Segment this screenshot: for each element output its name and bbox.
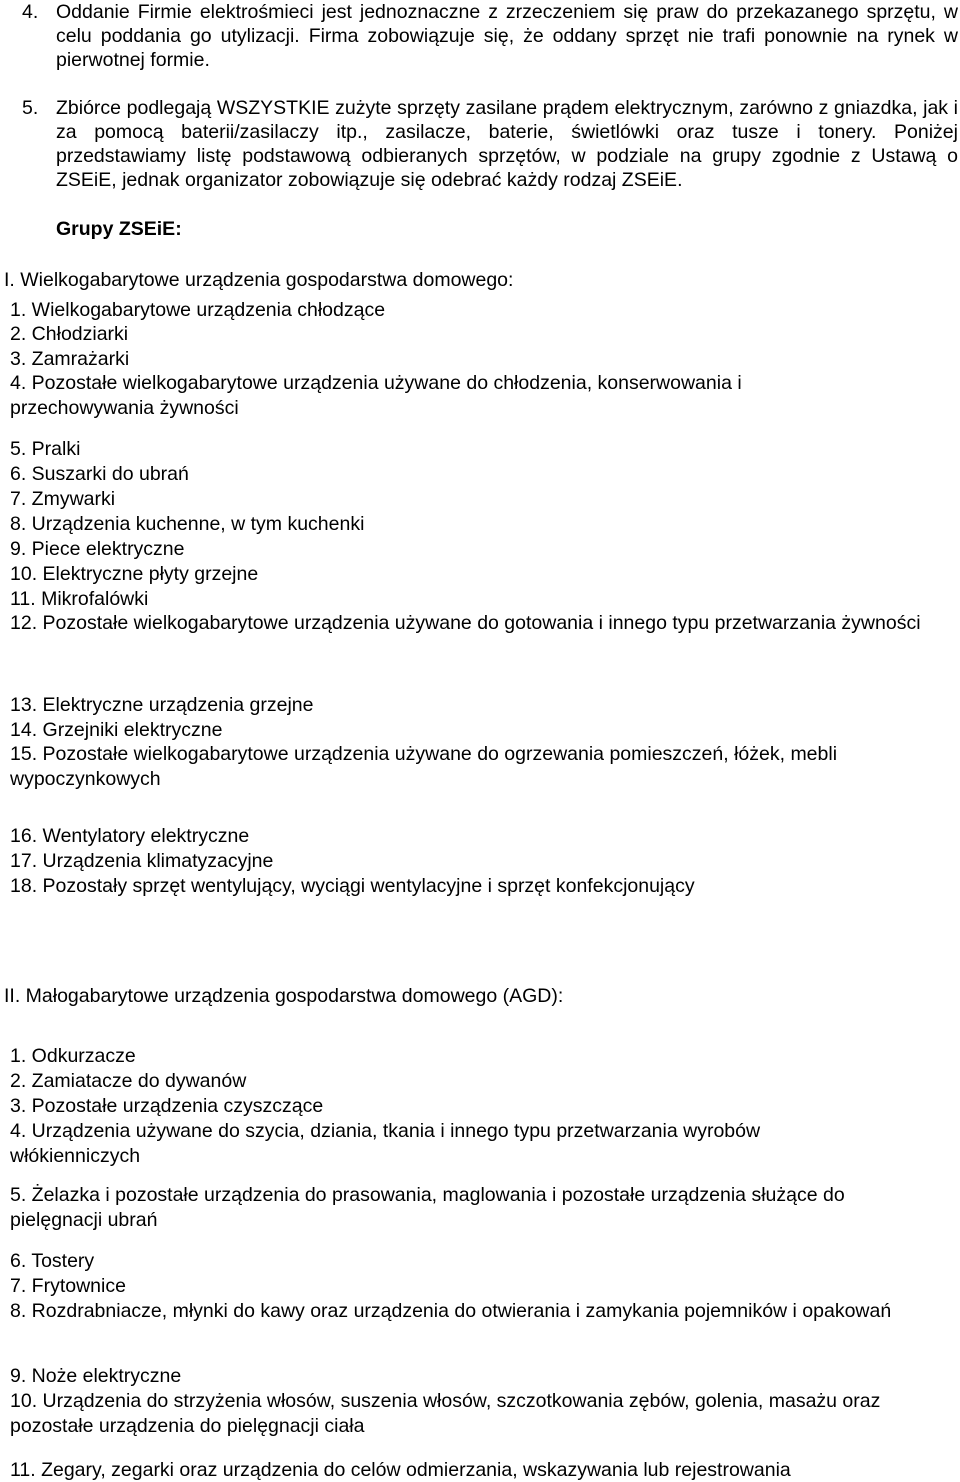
list-item: 10. Urządzenia do strzyżenia włosów, suszenia włosów, szczotkowania zębów, golenia, masażu oraz pozostałe urządzenia do pielęgnacji ciała [10,1390,881,1437]
list-item: 1. Wielkogabarytowe urządzenia chłodzące [10,299,386,321]
list-item: 16. Wentylatory elektryczne [10,825,250,847]
list-item: 2. Chłodziarki [10,323,129,345]
list-item: 9. Noże elektryczne [10,1365,182,1387]
list-item: 5. Żelazka i pozostałe urządzenia do prasowania, maglowania i pozostałe urządzenia służące do pielęgnacji ubrań [10,1184,845,1231]
list-item: 7. Zmywarki [10,488,116,510]
point-5 [0,96,958,192]
list-item: 3. Pozostałe urządzenia czyszczące [10,1095,324,1117]
list-item: 1. Odkurzacze [10,1045,136,1067]
list-item: 6. Tostery [10,1250,95,1272]
list-item: 17. Urządzenia klimatyzacyjne [10,850,274,872]
list-item: 4. Urządzenia używane do szycia, dziania, tkania i innego typu przetwarzania wyrobów włókienniczych [10,1120,761,1167]
list-item: 11. Zegary, zegarki oraz urządzenia do celów odmierzania, wskazywania lub rejestrowania [10,1459,791,1481]
list-item: 6. Suszarki do ubrań [10,463,189,485]
point-number: 5. [22,97,39,119]
group1-title: I. Wielkogabarytowe urządzenia gospodarstwa domowego: [4,269,514,291]
point-number: 4. [22,1,39,23]
list-item: 15. Pozostałe wielkogabarytowe urządzenia używane do ogrzewania pomieszczeń, łóżek, mebli wypoczynkowych [10,743,838,790]
list-item: 4. Pozostałe wielkogabarytowe urządzenia używane do chłodzenia, konserwowania i przechowywania żywności [10,372,742,419]
list-item: 14. Grzejniki elektryczne [10,719,223,741]
list-item: 8. Urządzenia kuchenne, w tym kuchenki [10,513,365,535]
groups-heading: Grupy ZSEiE: [56,218,182,240]
list-item: 3. Zamrażarki [10,348,130,370]
list-item: 8. Rozdrabniacze, młynki do kawy oraz urządzenia do otwierania i zamykania pojemników i opakowań [10,1300,892,1322]
list-item: 18. Pozostały sprzęt wentylujący, wyciągi wentylacyjne i sprzęt konfekcjonujący [10,875,695,897]
group2-title: II. Małogabarytowe urządzenia gospodarstwa domowego (AGD): [4,985,564,1007]
point-text: Zbiórce podlegają WSZYSTKIE zużyte sprzęty zasilane prądem elektrycznym, zarówno z gniazdka, jak i za pomocą baterii/zasilaczy itp., zasilacze, baterie, świetlówki oraz tusze i tonery. Poniżej przedstawiamy listę podstawową odbieranych sprzętów, w podziale na grupy zgodnie z Ustawą o ZSEiE, jednak organizator zobowiązuje się odebrać każdy rodzaj ZSEiE. [56,97,958,191]
point-4 [0,0,958,72]
point-text: Oddanie Firmie elektrośmieci jest jednoznaczne z zrzeczeniem się praw do przekazanego sprzętu, w celu poddania go utylizacji. Firma zobowiązuje się, że oddany sprzęt nie trafi ponownie na rynek w pierwotnej formie. [56,1,958,71]
list-item: 11. Mikrofalówki [10,588,149,610]
list-item: 12. Pozostałe wielkogabarytowe urządzenia używane do gotowania i innego typu przetwarzania żywności [10,612,921,634]
list-item: 7. Frytownice [10,1275,126,1297]
list-item: 10. Elektryczne płyty grzejne [10,563,259,585]
list-item: 13. Elektryczne urządzenia grzejne [10,694,314,716]
list-item: 2. Zamiatacze do dywanów [10,1070,247,1092]
list-item: 5. Pralki [10,438,81,460]
list-item: 9. Piece elektryczne [10,538,185,560]
